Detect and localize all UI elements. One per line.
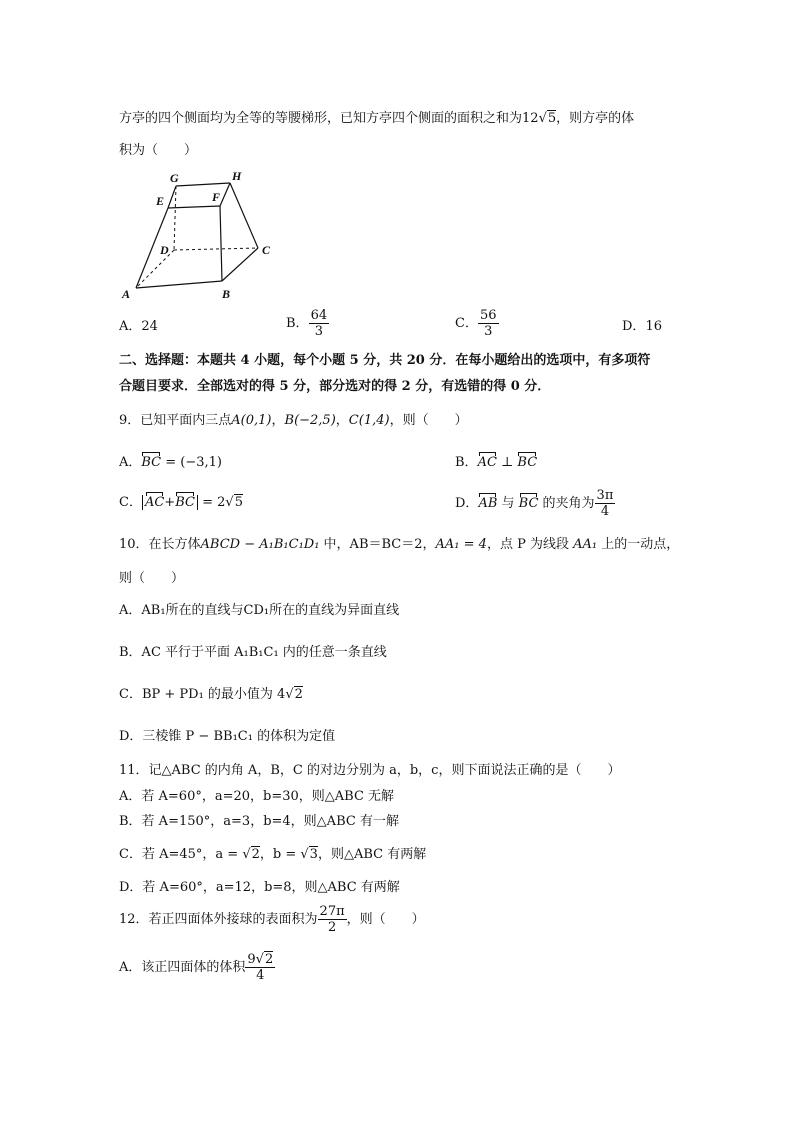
q9-stem-tail: ，则（ ） — [389, 413, 468, 428]
option-letter: A． — [119, 319, 142, 334]
edge-gd-hidden — [174, 186, 176, 250]
q8-stem-value: 12 — [522, 111, 539, 126]
edge-fb — [220, 206, 222, 281]
q11-option-a: A．若 A=60°，a=20，b=30，则△ABC 无解 — [119, 789, 395, 804]
vector-bc: BC — [175, 495, 195, 510]
q12-stem — [119, 904, 425, 935]
fraction-denominator: 3 — [314, 324, 323, 339]
q9-point-a: A(0,1) — [231, 413, 272, 428]
q11-option-c — [119, 846, 426, 864]
option-text: ，则△ABC 有两解 — [317, 847, 427, 862]
q9-option-d — [455, 488, 615, 519]
q10-stem-text: 10．在长方体 — [119, 537, 201, 552]
angle-fraction — [595, 488, 616, 519]
edge-gh — [176, 183, 230, 186]
q8-stem-sqrt: 5 — [547, 111, 557, 126]
label-d: D — [160, 243, 169, 257]
q10-aa1: AA₁ = 4 — [435, 537, 487, 552]
option-letter: D． — [622, 319, 646, 334]
label-c: C — [262, 243, 271, 257]
label-e: E — [156, 194, 165, 208]
q11-stem: 11．记△ABC 的内角 A，B，C 的对边分别为 a，b，c，则下面说法正确的是（ ） — [119, 763, 621, 778]
q11-option-b: B．若 A=150°，a=3，b=4，则△ABC 有一解 — [119, 814, 399, 829]
q8-stem-text: 方亭的四个侧面均为全等的等腰梯形，已知方亭四个侧面的面积之和为 — [119, 111, 523, 126]
fraction-numerator — [245, 952, 275, 968]
q10-option-c — [119, 686, 303, 704]
q9-option-b — [455, 454, 537, 472]
edge-ab — [136, 281, 222, 288]
q9-stem: 9．已知平面内三点A(0,1)，B(−2,5)，C(1,4)，则（ ） — [119, 413, 468, 428]
vector-ab: AB — [478, 496, 498, 511]
sqrt-radicand: 2 — [251, 847, 260, 862]
vector-bc: BC — [141, 455, 162, 470]
option-text: A．该正四面体的体积 — [119, 960, 246, 975]
option-letter: C． — [455, 316, 478, 331]
q10-stem-line1 — [119, 536, 679, 554]
sqrt-radicand: 2 — [294, 687, 303, 702]
sqrt-sign: √ — [300, 847, 309, 862]
option-letter: B． — [455, 455, 478, 470]
q8-option-b — [286, 308, 329, 339]
sqrt-radicand: 2 — [264, 952, 274, 967]
q8-sqrt-sign: √ — [538, 111, 547, 126]
fraction-numerator: 27π — [319, 904, 345, 919]
sqrt-sign: √ — [242, 847, 251, 862]
sqrt-sign: √ — [255, 952, 264, 967]
q9-point-c: C(1,4) — [348, 413, 390, 428]
fraction-denominator: 4 — [256, 968, 265, 983]
fraction-numerator: 3π — [596, 488, 614, 503]
fraction-denominator: 2 — [327, 920, 337, 935]
option-value: 16 — [645, 319, 662, 334]
q10-stem-line2: 则（ ） — [119, 571, 185, 586]
section2-heading-line1: 二、选择题：本题共 4 小题，每个小题 5 分，共 20 分．在每小题给出的选项中，有多项符 — [119, 353, 651, 368]
q10-option-a: A．AB₁所在的直线与CD₁所在的直线为异面直线 — [119, 603, 400, 618]
option-letter: B． — [286, 316, 309, 331]
option-letter: D． — [455, 496, 479, 511]
option-text: 与 — [497, 496, 519, 511]
volume-fraction — [245, 952, 275, 983]
vector-magnitude — [142, 495, 198, 510]
vector-bc: BC — [517, 455, 538, 470]
q9-point-b: B(−2,5) — [284, 413, 336, 428]
vector-ac: AC — [477, 455, 497, 470]
sqrt-radicand: 3 — [309, 847, 318, 862]
q12-option-a — [119, 952, 275, 983]
frustum-figure — [116, 168, 286, 308]
edge-hc — [230, 183, 258, 248]
option-text: 的夹角为 — [538, 496, 595, 511]
option-fraction — [478, 308, 499, 339]
label-g: G — [170, 171, 179, 185]
q10-stem-text: ，点 P 为线段 — [486, 537, 574, 552]
q12-fraction — [318, 904, 347, 935]
q8-stem-tail: ，则方亭的体 — [556, 111, 635, 126]
q8-option-c — [455, 308, 499, 339]
option-letter: A． — [119, 455, 142, 470]
vector-ac: AC — [144, 495, 165, 510]
option-text: C．BP + PD₁ 的最小值为 4 — [119, 687, 286, 702]
option-text: = 2 — [197, 495, 226, 510]
sqrt-sign: √ — [285, 687, 294, 702]
label-b: B — [222, 287, 231, 301]
label-a: A — [122, 287, 131, 301]
q10-option-d: D．三棱锥 P − BB₁C₁ 的体积为定值 — [119, 729, 336, 744]
sqrt-sign: √ — [225, 495, 234, 510]
vector-bc: BC — [518, 496, 539, 511]
q8-stem-line2: 积为（ ） — [119, 143, 198, 158]
q10-option-b: B．AC 平行于平面 A₁B₁C₁ 内的任意一条直线 — [119, 645, 387, 660]
edge-hf — [220, 183, 230, 206]
q10-segment: AA₁ — [573, 537, 598, 552]
fraction-numerator: 64 — [310, 308, 328, 323]
q10-box-name: ABCD − A₁B₁C₁D₁ — [200, 537, 320, 552]
option-text: C．若 A=45°，a = — [119, 847, 243, 862]
q9-option-a — [119, 454, 222, 472]
option-text: ，b = — [259, 847, 301, 862]
edge-dc-hidden — [174, 248, 258, 250]
q12-stem-text: 12．若正四面体外接球的表面积为 — [119, 912, 318, 927]
q9-option-c — [119, 494, 243, 512]
label-h: H — [232, 169, 242, 183]
sqrt-radicand: 5 — [234, 495, 243, 510]
coefficient: 9 — [247, 952, 256, 967]
perp-sign: ⊥ — [496, 455, 518, 470]
section2-heading-line2: 合题目要求．全部选对的得 5 分，部分选对的得 2 分，有选错的得 0 分． — [119, 379, 551, 394]
q10-stem-text: 上的一动点， — [597, 537, 680, 552]
fraction-numerator: 56 — [479, 308, 497, 323]
option-text: = (−3,1) — [161, 455, 223, 470]
fraction-denominator: 4 — [600, 504, 610, 519]
label-f: F — [212, 190, 221, 204]
option-letter: C． — [119, 495, 142, 510]
q8-option-d — [622, 318, 662, 336]
q10-stem-text: 中，AB＝BC＝2， — [319, 537, 436, 552]
fraction-denominator: 3 — [484, 324, 493, 339]
edge-eg — [168, 186, 176, 208]
q12-stem-tail: ，则（ ） — [346, 912, 425, 927]
plus-sign: + — [164, 495, 176, 510]
option-value: 24 — [141, 319, 158, 334]
q8-option-a — [119, 318, 158, 336]
edge-bc — [222, 248, 258, 281]
option-fraction — [309, 308, 330, 339]
q8-stem-line1 — [119, 110, 634, 128]
q11-option-d: D．若 A=60°，a=12，b=8，则△ABC 有两解 — [119, 880, 400, 895]
q9-stem-text: 9．已知平面内三点 — [119, 413, 232, 428]
